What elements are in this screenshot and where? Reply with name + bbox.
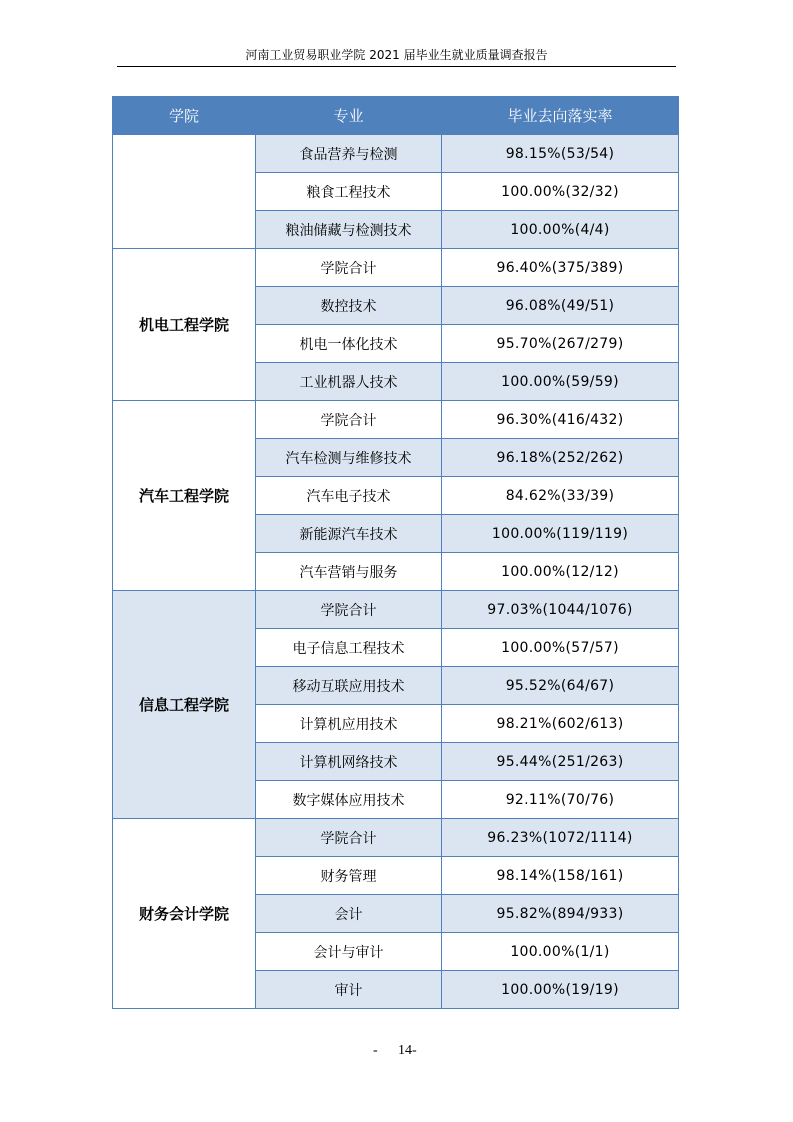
column-header-college: 学院 [113, 97, 256, 135]
rate-cell: 100.00%(12/12) [442, 553, 679, 591]
rate-cell: 100.00%(119/119) [442, 515, 679, 553]
college-cell: 信息工程学院 [113, 591, 256, 819]
table-row [113, 249, 679, 287]
major-cell: 移动互联应用技术 [256, 667, 442, 705]
table-row [113, 591, 679, 629]
major-cell: 粮油储藏与检测技术 [256, 211, 442, 249]
header-rule [117, 66, 676, 67]
rate-cell: 100.00%(19/19) [442, 971, 679, 1009]
rate-cell: 96.40%(375/389) [442, 249, 679, 287]
page-number-dash: - [373, 1043, 378, 1058]
rate-cell: 97.03%(1044/1076) [442, 591, 679, 629]
major-cell: 数控技术 [256, 287, 442, 325]
rate-cell: 96.08%(49/51) [442, 287, 679, 325]
rate-cell: 95.52%(64/67) [442, 667, 679, 705]
rate-cell: 92.11%(70/76) [442, 781, 679, 819]
employment-rate-table [112, 96, 679, 1009]
major-cell: 计算机应用技术 [256, 705, 442, 743]
rate-cell: 84.62%(33/39) [442, 477, 679, 515]
rate-cell: 98.14%(158/161) [442, 857, 679, 895]
rate-cell: 95.44%(251/263) [442, 743, 679, 781]
rate-cell: 100.00%(57/57) [442, 629, 679, 667]
page-number-value: 14- [398, 1043, 417, 1058]
rate-cell: 100.00%(1/1) [442, 933, 679, 971]
rate-cell: 100.00%(4/4) [442, 211, 679, 249]
major-cell: 汽车营销与服务 [256, 553, 442, 591]
major-cell: 会计 [256, 895, 442, 933]
major-cell: 审计 [256, 971, 442, 1009]
major-cell: 财务管理 [256, 857, 442, 895]
major-cell: 汽车检测与维修技术 [256, 439, 442, 477]
major-cell: 机电一体化技术 [256, 325, 442, 363]
college-cell: 财务会计学院 [113, 819, 256, 1009]
major-cell: 计算机网络技术 [256, 743, 442, 781]
major-cell: 粮食工程技术 [256, 173, 442, 211]
major-cell: 会计与审计 [256, 933, 442, 971]
table-row [113, 819, 679, 857]
major-cell: 学院合计 [256, 249, 442, 287]
college-cell [113, 135, 256, 249]
major-cell: 学院合计 [256, 591, 442, 629]
column-header-rate: 毕业去向落实率 [442, 97, 679, 135]
major-cell: 电子信息工程技术 [256, 629, 442, 667]
college-cell: 机电工程学院 [113, 249, 256, 401]
rate-cell: 98.21%(602/613) [442, 705, 679, 743]
document-header: 河南工业贸易职业学院 2021 届毕业生就业质量调查报告 [245, 48, 548, 62]
rate-cell: 100.00%(32/32) [442, 173, 679, 211]
column-header-major: 专业 [256, 97, 442, 135]
table-body [113, 135, 679, 1009]
rate-cell: 100.00%(59/59) [442, 363, 679, 401]
rate-cell: 96.23%(1072/1114) [442, 819, 679, 857]
rate-cell: 95.70%(267/279) [442, 325, 679, 363]
college-cell: 汽车工程学院 [113, 401, 256, 591]
rate-cell: 96.18%(252/262) [442, 439, 679, 477]
rate-cell: 96.30%(416/432) [442, 401, 679, 439]
major-cell: 数字媒体应用技术 [256, 781, 442, 819]
table-row [113, 135, 679, 173]
table-header-row [113, 97, 679, 135]
major-cell: 新能源汽车技术 [256, 515, 442, 553]
major-cell: 学院合计 [256, 819, 442, 857]
rate-cell: 98.15%(53/54) [442, 135, 679, 173]
major-cell: 工业机器人技术 [256, 363, 442, 401]
major-cell: 食品营养与检测 [256, 135, 442, 173]
major-cell: 汽车电子技术 [256, 477, 442, 515]
major-cell: 学院合计 [256, 401, 442, 439]
rate-cell: 95.82%(894/933) [442, 895, 679, 933]
table-row [113, 401, 679, 439]
